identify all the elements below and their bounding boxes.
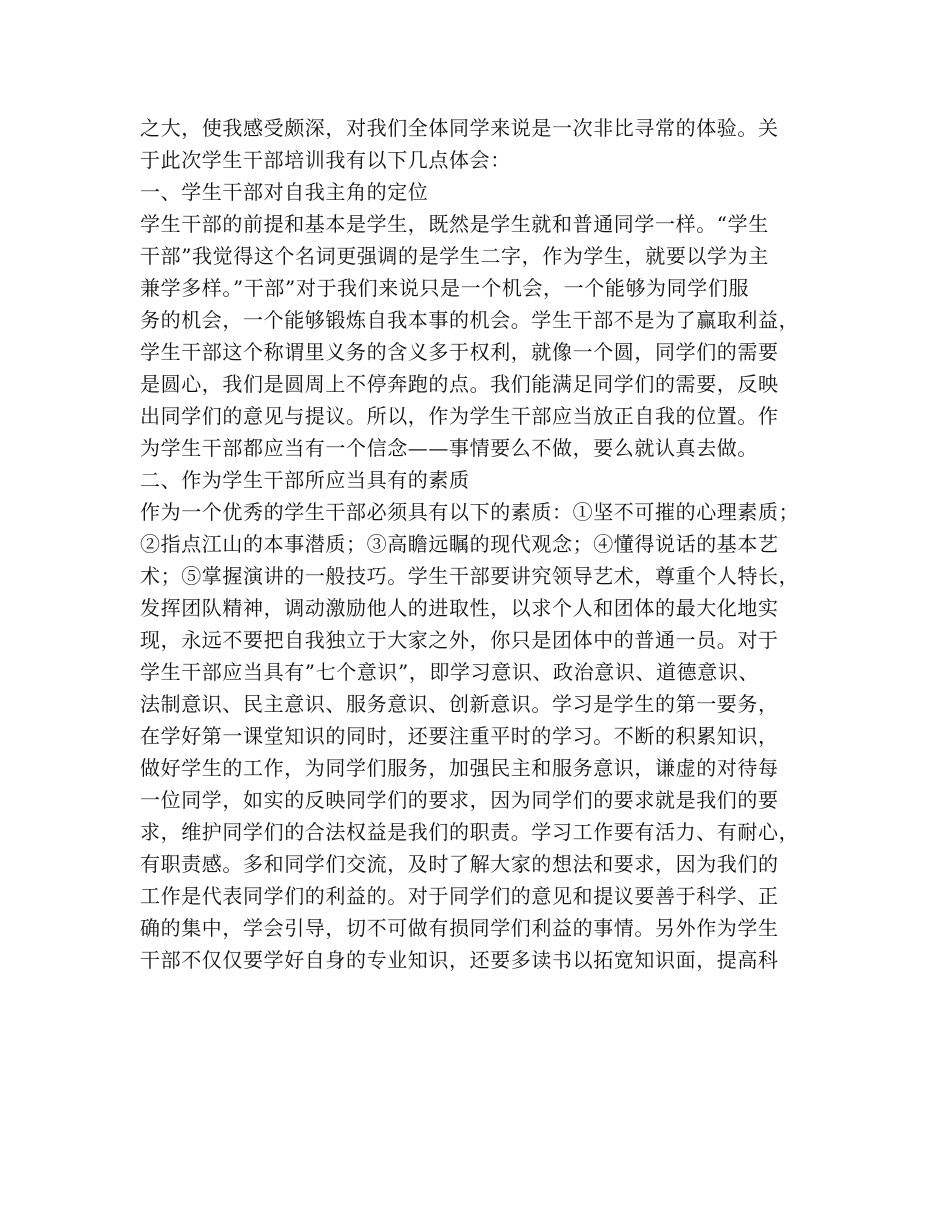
- text-line: 于此次学生干部培训我有以下几点体会：: [140, 148, 511, 172]
- text-line: 做好学生的工作，为同学们服务，加强民主和服务意识，谦虚的对待每: [140, 756, 779, 780]
- text-line: 发挥团队精神，调动激励他人的进取性，以求个人和团体的最大化地实: [140, 596, 779, 620]
- text-line: 工作是代表同学们的利益的。对于同学们的意见和提议要善于科学、正: [140, 884, 779, 908]
- text-line: 干部不仅仅要学好自身的专业知识，还要多读书以拓宽知识面，提高科: [140, 948, 779, 972]
- text-line: 确的集中，学会引导，切不可做有损同学们利益的事情。另外作为学生: [140, 916, 779, 940]
- text-line: 求，维护同学们的合法权益是我们的职责。学习工作要有活力、有耐心，: [140, 820, 800, 844]
- text-line: 务的机会，一个能够锻炼自我本事的机会。学生干部不是为了赢取利益，: [140, 308, 800, 332]
- text-line: 法制意识、民主意识、服务意识、创新意识。学习是学生的第一要务，: [140, 692, 779, 716]
- text-line: 干部”我觉得这个名词更强调的是学生二字，作为学生，就要以学为主: [140, 244, 769, 268]
- text-line: 一位同学，如实的反映同学们的要求，因为同学们的要求就是我们的要: [140, 788, 779, 812]
- section-heading: 一、学生干部对自我主角的定位: [140, 180, 429, 204]
- text-line: 有职责感。多和同学们交流，及时了解大家的想法和要求，因为我们的: [140, 852, 779, 876]
- text-line: 学生干部应当具有”七个意识”，即学习意识、政治意识、道德意识、: [140, 660, 760, 684]
- text-line: 学生干部这个称谓里义务的含义多于权利，就像一个圆，同学们的需要: [140, 340, 779, 364]
- text-line: 学生干部的前提和基本是学生，既然是学生就和普通同学一样。“学生: [140, 212, 769, 236]
- text-line: 现，永远不要把自我独立于大家之外，你只是团体中的普通一员。对于: [140, 628, 779, 652]
- text-line: 出同学们的意见与提议。所以，作为学生干部应当放正自我的位置。作: [140, 404, 779, 428]
- text-line: 在学好第一课堂知识的同时，还要注重平时的学习。不断的积累知识，: [140, 724, 779, 748]
- text-line: 作为一个优秀的学生干部必须具有以下的素质：①坚不可摧的心理素质；: [140, 500, 800, 524]
- text-line: 为学生干部都应当有一个信念——事情要么不做，要么就认真去做。: [140, 436, 758, 460]
- section-heading: 二、作为学生干部所应当具有的素质: [140, 468, 470, 492]
- text-line: 之大，使我感受颇深，对我们全体同学来说是一次非比寻常的体验。关: [140, 116, 779, 140]
- body-text: [140, 112, 820, 976]
- text-line: ②指点江山的本事潜质；③高瞻远瞩的现代观念；④懂得说话的基本艺: [140, 532, 779, 556]
- text-line: 术；⑤掌握演讲的一般技巧。学生干部要讲究领导艺术，尊重个人特长，: [140, 564, 800, 588]
- text-line: 是圆心，我们是圆周上不停奔跑的点。我们能满足同学们的需要，反映: [140, 372, 779, 396]
- text-line: 兼学多样。”干部”对于我们来说只是一个机会，一个能够为同学们服: [140, 276, 750, 300]
